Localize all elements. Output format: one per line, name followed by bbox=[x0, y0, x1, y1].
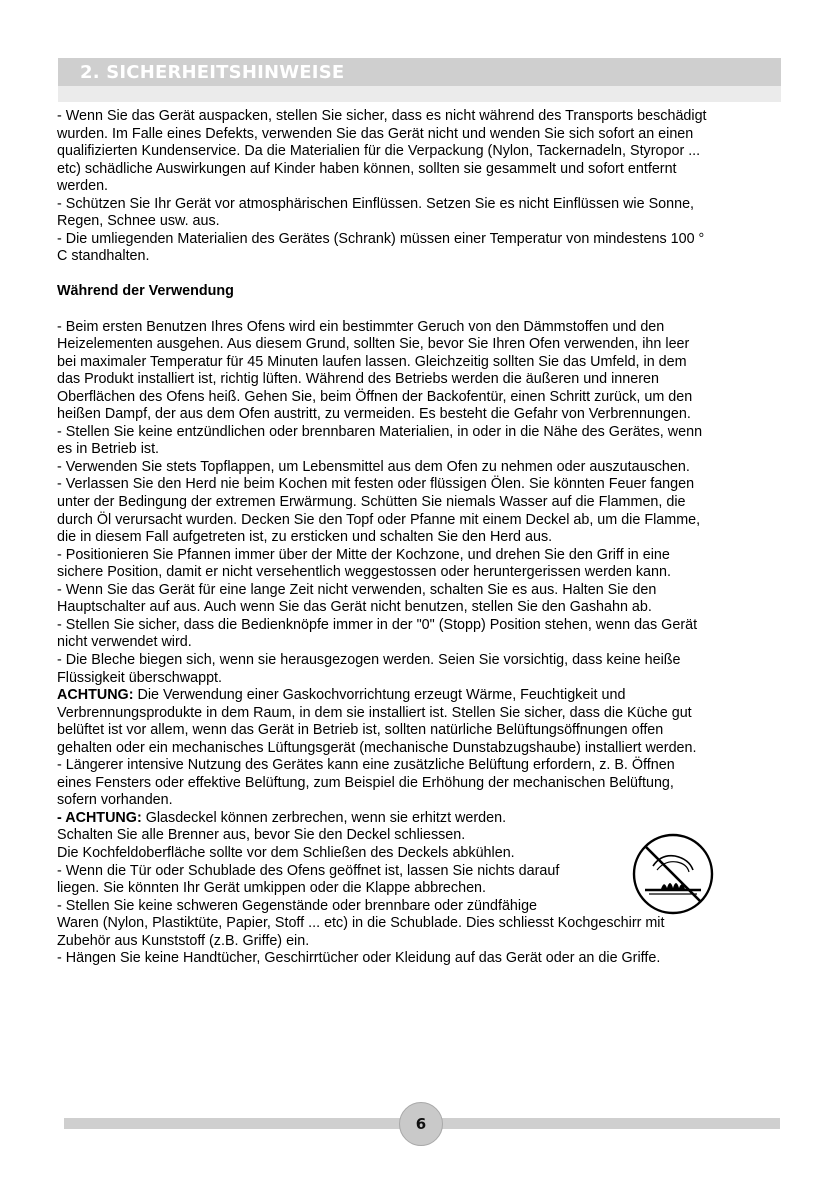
text-line: eines Fensters oder effektive Belüftung, zum Beispiel die Erhöhung der mechanischen Belüftung, bbox=[57, 774, 674, 791]
text-line: unter der Bedingung der extremen Erwärmung. Schütten Sie niemals Wasser auf die Flammen, die bbox=[57, 494, 686, 511]
text-line: nicht verwendet wird. bbox=[57, 634, 192, 651]
text-line: - Die umliegenden Materialien des Gerätes (Schrank) müssen einer Temperatur von mindestens 100 ° bbox=[57, 230, 705, 247]
text-line: Oberflächen des Ofens heiß. Gehen Sie, beim Öffnen der Backofentür, einen Schritt zurück, um den bbox=[57, 388, 693, 405]
text-line: - Verwenden Sie stets Topflappen, um Lebensmittel aus dem Ofen zu nehmen oder auszutauschen. bbox=[57, 458, 690, 475]
page-number: 6 bbox=[399, 1102, 443, 1146]
text-line: werden. bbox=[57, 178, 109, 195]
text-line: wurden. Im Falle eines Defekts, verwenden Sie das Gerät nicht und wenden Sie sich sofort an einen bbox=[57, 125, 694, 142]
text-line: C standhalten. bbox=[57, 248, 150, 265]
subsection-heading: Während der Verwendung bbox=[57, 283, 234, 300]
text-line: - Wenn die Tür oder Schublade des Ofens geöffnet ist, lassen Sie nichts darauf bbox=[57, 862, 560, 879]
text-line: belüftet ist vor allem, wenn das Gerät in Betrieb ist, sollten natürliche Belüftungsöffnungen offen bbox=[57, 722, 664, 739]
text-line: durch Öl verursacht wurden. Decken Sie den Topf oder Pfanne mit einem Deckel ab, um die Flamme, bbox=[57, 511, 701, 528]
text-line: - Hängen Sie keine Handtücher, Geschirrtücher oder Kleidung auf das Gerät oder an die Griffe. bbox=[57, 950, 661, 967]
no-heated-glass-lid-icon bbox=[631, 832, 715, 916]
text-line: Zubehör aus Kunststoff (z.B. Griffe) ein. bbox=[57, 932, 310, 949]
text-line: heißen Dampf, der aus dem Ofen austritt, zu vermeiden. Es besteht die Gefahr von Verbrennungen. bbox=[57, 406, 691, 423]
text-line: Die Kochfeldoberfläche sollte vor dem Schließen des Deckels abkühlen. bbox=[57, 844, 515, 861]
text-line: Flüssigkeit überschwappt. bbox=[57, 669, 223, 686]
text-line: Waren (Nylon, Plastiktüte, Papier, Stoff ... etc) in die Schublade. Dies schliesst Kochgeschirr mit bbox=[57, 915, 665, 932]
section-title: 2. SICHERHEITSHINWEISE bbox=[80, 62, 345, 83]
text-line: - Wenn Sie das Gerät auspacken, stellen Sie sicher, dass es nicht während des Transports beschädigt bbox=[57, 108, 707, 124]
text-line bbox=[57, 810, 785, 828]
text-line: sichere Position, damit er nicht versehentlich weggestossen oder heruntergerissen werden kann. bbox=[57, 564, 671, 581]
text-line: - Die Bleche biegen sich, wenn sie herausgezogen werden. Seien Sie vorsichtig, dass keine heiße bbox=[57, 651, 681, 668]
text-line: Schalten Sie alle Brenner aus, bevor Sie den Deckel schliessen. bbox=[57, 827, 466, 844]
text-line: Hauptschalter auf aus. Auch wenn Sie das Gerät nicht benutzen, stellen Sie den Gashahn ab. bbox=[57, 599, 652, 616]
text-line: Regen, Schnee usw. aus. bbox=[57, 213, 220, 230]
text-line: gehalten oder ein mechanisches Lüftungsgerät (mechanische Dunstabzugshaube) installiert werden. bbox=[57, 739, 697, 756]
text-line: Heizelementen ausgehen. Aus diesem Grund, sollten Sie, bevor Sie Ihren Ofen verwenden, ihn leer bbox=[57, 336, 690, 353]
warning-label: ACHTUNG: bbox=[57, 687, 134, 704]
text-line: qualifizierten Kundenservice. Da die Materialien für die Verpackung (Nylon, Tackernadeln, Styropor ... bbox=[57, 143, 701, 160]
text-line: - Positionieren Sie Pfannen immer über der Mitte der Kochzone, und drehen Sie den Griff in eine bbox=[57, 546, 670, 563]
text-line: liegen. Sie könnten Ihr Gerät umkippen oder die Klappe abbrechen. bbox=[57, 880, 487, 897]
text-line: - Stellen Sie keine schweren Gegenstände oder brennbare oder zündfähige bbox=[57, 897, 538, 914]
text-line: - Beim ersten Benutzen Ihres Ofens wird ein bestimmter Geruch von den Dämmstoffen und den bbox=[57, 318, 665, 335]
text-line bbox=[57, 687, 785, 705]
text-line: - Längerer intensive Nutzung des Gerätes kann eine zusätzliche Belüftung erfordern, z. B. Öffnen bbox=[57, 757, 675, 774]
text-line: das Produkt installiert ist, richtig lüften. Während des Betriebs werden die äußeren und inneren bbox=[57, 371, 659, 388]
text-line: - Schützen Sie Ihr Gerät vor atmosphärischen Einflüssen. Setzen Sie es nicht Einflüssen wie Sonne, bbox=[57, 195, 695, 212]
text-line: die in diesem Fall aufgetreten ist, zu ersticken und schalten Sie den Herd aus. bbox=[57, 529, 553, 546]
text-line: - Verlassen Sie den Herd nie beim Kochen mit festen oder flüssigen Ölen. Sie könnten Feuer fangen bbox=[57, 476, 695, 493]
text-line: - Wenn Sie das Gerät für eine lange Zeit nicht verwenden, schalten Sie es aus. Halten Sie den bbox=[57, 581, 657, 598]
text-line: es in Betrieb ist. bbox=[57, 441, 160, 458]
text-line: bei maximaler Temperatur für 45 Minuten laufen lassen. Gleichzeitig sollten Sie das Umfeld, in dem bbox=[57, 353, 687, 370]
text-fragment: Glasdeckel können zerbrechen, wenn sie erhitzt werden. bbox=[141, 809, 507, 826]
text-line: etc) schädliche Auswirkungen auf Kinder haben können, sollten sie gesammelt und sofort entfernt bbox=[57, 160, 677, 177]
warning-label: - ACHTUNG: bbox=[57, 809, 142, 826]
text-line: - Stellen Sie keine entzündlichen oder brennbaren Materialien, in oder in die Nähe des Gerätes, wenn bbox=[57, 423, 703, 440]
text-line: - Stellen Sie sicher, dass die Bedienknöpfe immer in der "0" (Stopp) Position stehen, wenn das Gerät bbox=[57, 616, 698, 633]
section-header-underbar bbox=[58, 86, 781, 102]
text-fragment: Die Verwendung einer Gaskochvorrichtung erzeugt Wärme, Feuchtigkeit und bbox=[133, 687, 626, 704]
text-line: Verbrennungsprodukte in dem Raum, in dem sie installiert ist. Stellen Sie sicher, dass die Küche gut bbox=[57, 704, 692, 721]
text-line: sofern vorhanden. bbox=[57, 792, 173, 809]
